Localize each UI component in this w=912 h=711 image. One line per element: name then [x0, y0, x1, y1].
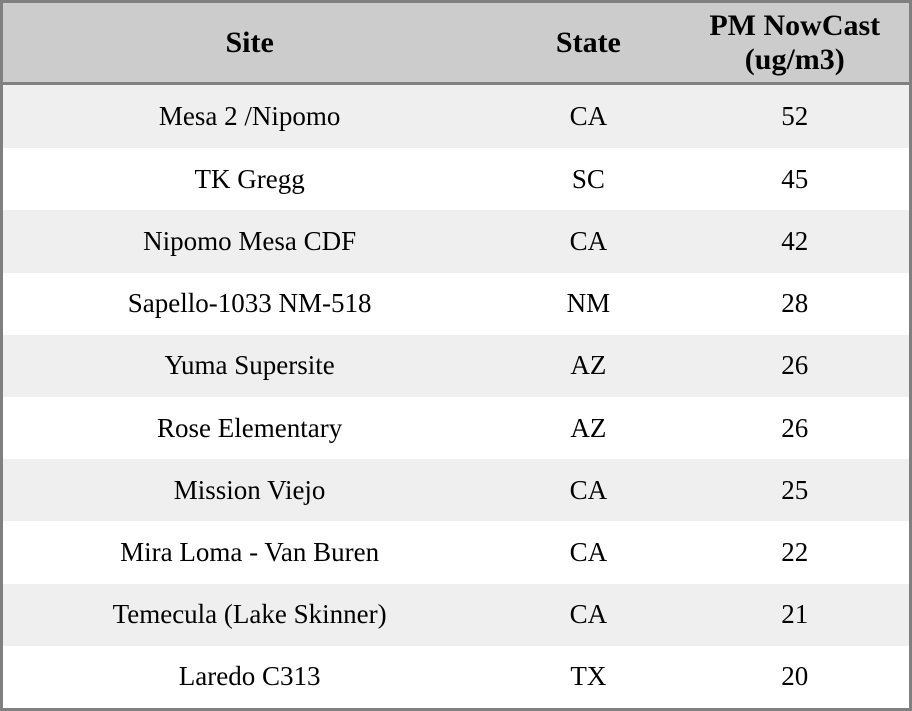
table-row	[3, 584, 909, 646]
table-row	[3, 335, 909, 397]
cell-site: Mesa 2 /Nipomo	[3, 84, 496, 149]
table-row	[3, 397, 909, 459]
cell-value: 42	[681, 210, 909, 272]
cell-state: CA	[496, 584, 680, 646]
table-body	[3, 84, 909, 708]
cell-state: NM	[496, 273, 680, 335]
table-row	[3, 210, 909, 272]
table-row	[3, 521, 909, 583]
cell-site: Yuma Supersite	[3, 335, 496, 397]
table-row	[3, 459, 909, 521]
cell-value: 28	[681, 273, 909, 335]
cell-state: SC	[496, 148, 680, 210]
cell-site: TK Gregg	[3, 148, 496, 210]
cell-value: 45	[681, 148, 909, 210]
cell-value: 22	[681, 521, 909, 583]
cell-state: CA	[496, 210, 680, 272]
cell-value: 52	[681, 84, 909, 149]
table-header	[3, 3, 909, 84]
column-header-site: Site	[3, 3, 496, 84]
table-header-row	[3, 3, 909, 84]
cell-value: 21	[681, 584, 909, 646]
cell-site: Laredo C313	[3, 646, 496, 708]
cell-site: Mission Viejo	[3, 459, 496, 521]
cell-state: AZ	[496, 335, 680, 397]
column-header-pm-nowcast: PM NowCast (ug/m3)	[681, 3, 909, 84]
cell-value: 25	[681, 459, 909, 521]
cell-state: CA	[496, 459, 680, 521]
table-row	[3, 84, 909, 149]
cell-value: 20	[681, 646, 909, 708]
table-row	[3, 273, 909, 335]
cell-site: Mira Loma - Van Buren	[3, 521, 496, 583]
table-row	[3, 646, 909, 708]
cell-state: CA	[496, 84, 680, 149]
cell-site: Temecula (Lake Skinner)	[3, 584, 496, 646]
pm-nowcast-table	[3, 3, 909, 708]
cell-value: 26	[681, 335, 909, 397]
cell-state: CA	[496, 521, 680, 583]
cell-state: TX	[496, 646, 680, 708]
cell-value: 26	[681, 397, 909, 459]
cell-site: Rose Elementary	[3, 397, 496, 459]
table-row	[3, 148, 909, 210]
column-header-state: State	[496, 3, 680, 84]
cell-site: Sapello-1033 NM-518	[3, 273, 496, 335]
cell-site: Nipomo Mesa CDF	[3, 210, 496, 272]
cell-state: AZ	[496, 397, 680, 459]
